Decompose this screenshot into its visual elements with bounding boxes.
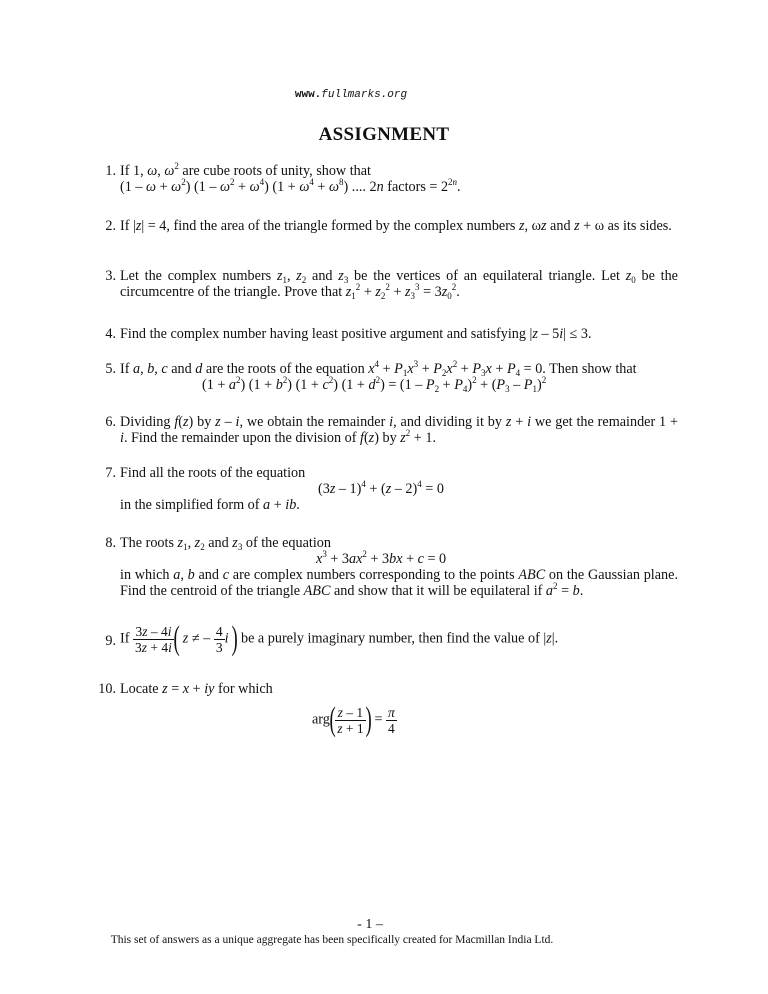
- question-text: Find the complex number having least positive argument and satisfying |z – 5i| ≤ 3.: [120, 326, 592, 342]
- footer-note: This set of answers as a unique aggregate has been specifically created for Macmillan India Ltd.: [110, 934, 554, 946]
- question-number: 5.: [105, 361, 116, 377]
- fraction: $\frac{\pi}{4}$: [388, 704, 395, 736]
- question-text: Locate z = x + iy for which arg( $\frac{z - 1}{z + 1}$ ) = $\frac{\pi}{4}$: [120, 681, 395, 738]
- page-title: ASSIGNMENT: [318, 124, 450, 145]
- question-text: The roots $z_1$, $z_2$ and $z_3$ of the equation $x^3 + 3ax^2 + 3bx + c = 0$ in which a, b and c are complex numbers corresponding to the points ABC on the Gaussian plane. Find the centroid of the triangle ABC and show that it will be equilateral if $a^2 = b$.: [120, 535, 678, 599]
- question-text: If $\frac{3z - 4i}{3z + 4i}$ ( z ≠ – $\frac{4}{3}$ i ) be a purely imaginary number, then find the value of |z|.: [120, 620, 559, 657]
- question-number: 6.: [105, 414, 116, 430]
- question-number: 10.: [98, 681, 116, 697]
- question-number: 7.: [105, 465, 116, 481]
- question-text: If |z| = 4, find the area of the triangle formed by the complex numbers z, ωz and z + ω as its sides.: [120, 218, 672, 234]
- header-url: [0, 89, 702, 101]
- question-number: 3.: [105, 268, 116, 284]
- fraction: $\frac{4}{3}$: [215, 623, 223, 655]
- url-prefix: www.: [294, 89, 322, 101]
- question-text: If 1, ω, $\omega^2$ are cube roots of unity, show that $(1 - \omega + \omega^2)$ $(1 - \omega^2 + \omega^4)$ $(1 + \omega^4 + \omega^8)$ .... 2n factors = $2^{2n}$.: [120, 161, 461, 195]
- question-number: 9.: [105, 633, 116, 649]
- question-text: If a, b, c and d are the roots of the equation $x^4 + P_1x^3 + P_2x^2 + P_3x + P_4 = 0$. Then show that $(1 + a^2)$ $(1 + b^2)$ $(1 + c^2)$ $(1 + d^2) = (1 - P_2 + P_4)^2 + (P_3 - P_1)^2$: [120, 359, 637, 394]
- question-number: 2.: [105, 218, 116, 234]
- question-text: Dividing f(z) by z – i, we obtain the remainder i, and dividing it by z + i we get the remainder 1 + i. Find the remainder upon the division of f(z) by $z^2 + 1$.: [120, 414, 678, 446]
- question-number: 1.: [105, 163, 116, 179]
- fraction: $\frac{3z - 4i}{3z + 4i}$: [135, 623, 172, 655]
- page-number: - 1 –: [357, 917, 383, 932]
- question-number: 4.: [105, 326, 116, 342]
- url-domain: fullmarks.org: [321, 89, 408, 101]
- question-number: 8.: [105, 535, 116, 551]
- fraction: $\frac{z - 1}{z + 1}$: [337, 704, 364, 736]
- question-text: Let the complex numbers $z_1$, $z_2$ and $z_3$ be the vertices of an equilateral triangle. Let $z_0$ be the circumcentre of the triangle. Prove that $z_1^2 + z_2^2 + z_3^3 = 3z_0^2$.: [120, 268, 678, 301]
- question-text: Find all the roots of the equation (3z – 1)$^4$ + (z – 2)$^4$ = 0 in the simplified form of a + ib.: [120, 465, 444, 513]
